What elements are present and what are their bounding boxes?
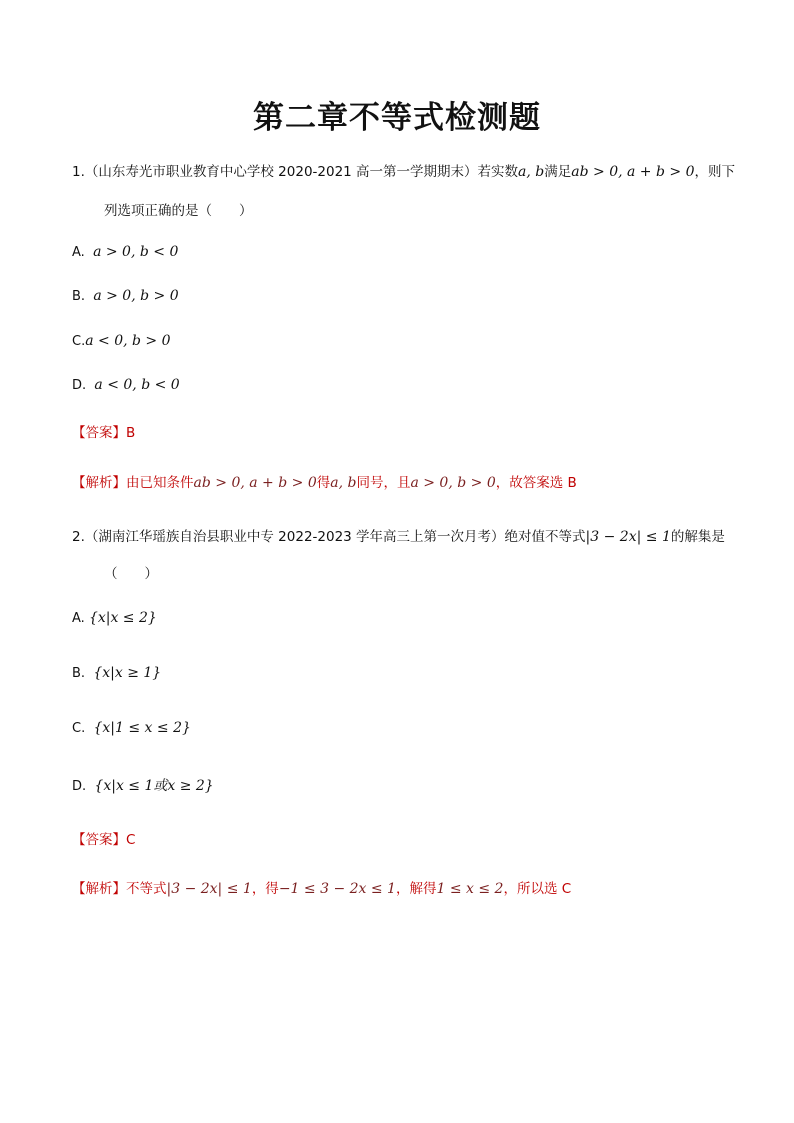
q1-option-c: C.a < 0, b > 0: [72, 333, 171, 349]
q1-option-b: B. a > 0, b > 0: [72, 288, 179, 304]
q1-option-d-math: a < 0, b < 0: [94, 377, 180, 393]
q1-option-a: A. a > 0, b < 0: [72, 244, 179, 260]
q2-tail: 的解集是: [670, 529, 725, 545]
q2-option-c: C. {x|1 ≤ x ≤ 2}: [72, 720, 191, 736]
q2-option-b-math: {x|x ≥ 1}: [93, 665, 162, 681]
q2-analysis-math3: 1 ≤ x ≤ 2: [436, 881, 504, 897]
q2-option-d-math: {x|x ≤ 1或x ≥ 2}: [94, 778, 214, 794]
q1-option-c-math: a < 0, b > 0: [85, 333, 171, 349]
q1-option-b-math: a > 0, b > 0: [93, 288, 179, 304]
q2-ineq: |3 − 2x| ≤ 1: [585, 529, 671, 545]
q1-answer-tag: 【答案】: [72, 425, 126, 441]
q1-analysis-math3: a > 0, b > 0: [410, 475, 496, 491]
q2-answer-tag: 【答案】: [72, 832, 126, 848]
q2-stem-line1: [72, 525, 725, 545]
q2-stem-text: 2.（湖南江华瑶族自治县职业中专 2022-2023 学年高三上第一次月考）绝对值不等式: [72, 529, 586, 545]
q1-answer: [72, 421, 135, 441]
q2-option-d: D. {x|x ≤ 1或x ≥ 2}: [72, 778, 214, 794]
q1-option-d: D. a < 0, b < 0: [72, 377, 180, 393]
q1-vars: a, b: [518, 164, 545, 180]
q1-analysis-tag: 【解析】: [72, 475, 126, 491]
q1-condition: ab > 0, a + b > 0: [571, 164, 695, 180]
q2-analysis-tag: 【解析】: [72, 881, 126, 897]
q2-option-c-math: {x|1 ≤ x ≤ 2}: [93, 720, 191, 736]
q1-answer-value: B: [126, 425, 136, 441]
q2-option-a-math: {x|x ≤ 2}: [88, 610, 157, 626]
q1-analysis-math2: a, b: [330, 475, 357, 491]
q2-analysis: 【解析】不等式|3 − 2x| ≤ 1，得−1 ≤ 3 − 2x ≤ 1，解得1 ≤ x ≤ 2，所以选 C: [72, 881, 572, 897]
page-title: 第二章不等式检测题: [253, 100, 541, 136]
q1-option-a-math: a > 0, b < 0: [93, 244, 179, 260]
q2-option-b: B. {x|x ≥ 1}: [72, 665, 162, 681]
q1-stem-line1: [72, 160, 735, 180]
q2-stem-line2: （ ）: [104, 566, 158, 582]
q1-analysis: 【解析】由已知条件ab > 0, a + b > 0得a, b同号，且a > 0, b > 0，故答案选 B: [72, 475, 577, 491]
q1-stem-line2: 列选项正确的是（ ）: [104, 203, 253, 219]
q2-analysis-math2: −1 ≤ 3 − 2x ≤ 1: [278, 881, 396, 897]
q2-answer-value: C: [126, 832, 136, 848]
q1-cond-text: 满足: [544, 164, 572, 180]
q1-analysis-math1: ab > 0, a + b > 0: [193, 475, 317, 491]
q2-answer: [72, 828, 135, 848]
q2-option-a: A. {x|x ≤ 2}: [72, 610, 157, 626]
q2-analysis-math1: |3 − 2x| ≤ 1: [166, 881, 252, 897]
q1-then-text: ，则下: [694, 164, 735, 180]
q1-stem-text: 1.（山东寿光市职业教育中心学校 2020-2021 高一第一学期期末）若实数: [72, 164, 519, 180]
